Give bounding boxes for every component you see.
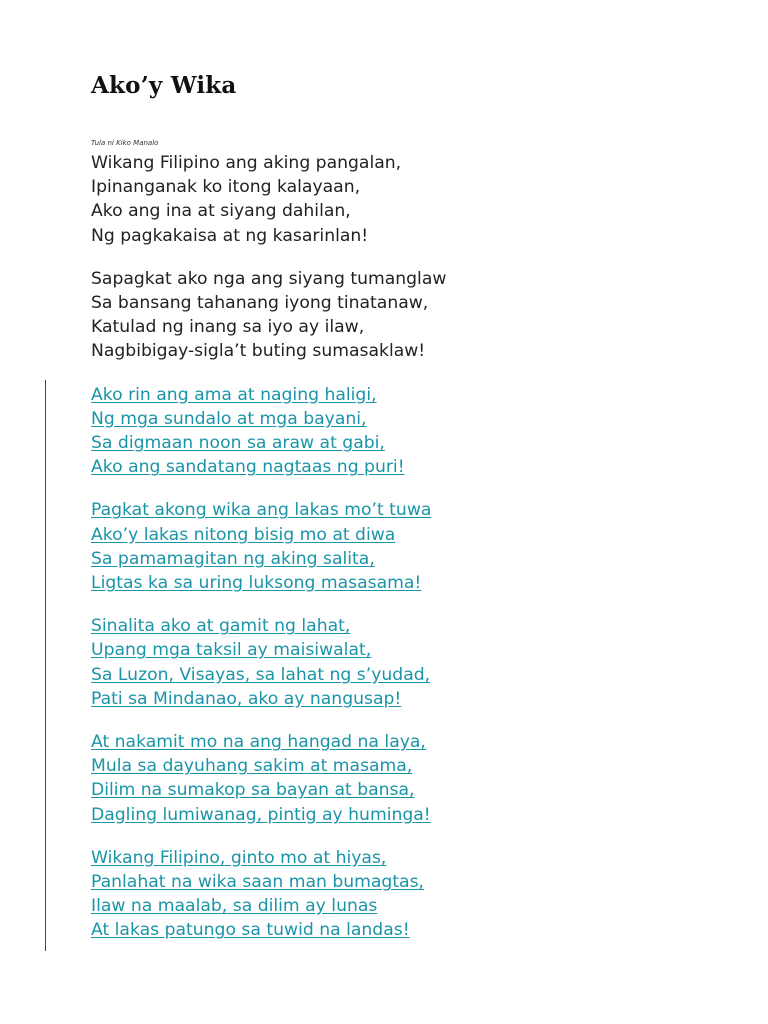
poem-line-link[interactable]: Panlahat na wika saan man bumagtas, xyxy=(91,872,425,893)
poem-line-link[interactable]: Ako’y lakas nitong bisig mo at diwa xyxy=(91,524,396,545)
poem-line-link[interactable]: Ng mga sundalo at mga bayani, xyxy=(91,408,367,429)
poem-line-link[interactable]: At lakas patungo sa tuwid na landas! xyxy=(91,920,410,941)
poem-line: Nagbibigay-sigla’t buting sumasaklaw! xyxy=(91,341,426,362)
poem-line-link[interactable]: Ilaw na maalab, sa dilim ay lunas xyxy=(91,896,378,917)
poem-byline: Tula ni Kiko Manalo xyxy=(91,139,159,147)
poem-line-link[interactable]: Ako ang sandatang nagtaas ng puri! xyxy=(91,457,405,478)
poem-line-link[interactable]: At nakamit mo na ang hangad na laya, xyxy=(91,732,426,753)
poem-line-link[interactable]: Dagling lumiwanag, pintig ay huminga! xyxy=(91,804,431,825)
poem-line-link[interactable]: Pati sa Mindanao, ako ay nangusap! xyxy=(91,688,402,709)
poem-line: Sapagkat ako nga ang siyang tumanglaw xyxy=(91,268,447,289)
stanza-4 xyxy=(91,498,731,595)
poem-line-link[interactable]: Ako rin ang ama at naging haligi, xyxy=(91,384,377,405)
poem-body xyxy=(91,151,731,962)
poem-line-link[interactable]: Mula sa dayuhang sakim at masama, xyxy=(91,756,413,777)
poem-line: Katulad ng inang sa iyo ay ilaw, xyxy=(91,317,365,338)
stanza-7 xyxy=(91,846,731,943)
poem-line-link[interactable]: Dilim na sumakop sa bayan at bansa, xyxy=(91,780,415,801)
stanza-6 xyxy=(91,730,731,827)
poem-line-link[interactable]: Sinalita ako at gamit ng lahat, xyxy=(91,616,351,637)
stanza-5 xyxy=(91,614,731,711)
margin-change-bar xyxy=(45,380,46,951)
poem-line-link[interactable]: Ligtas ka sa uring luksong masasama! xyxy=(91,573,422,594)
poem-line-link[interactable]: Sa digmaan noon sa araw at gabi, xyxy=(91,433,385,454)
poem-line-link[interactable]: Sa Luzon, Visayas, sa lahat ng s’yudad, xyxy=(91,664,431,685)
poem-line: Sa bansang tahanang iyong tinatanaw, xyxy=(91,293,429,314)
stanza-2 xyxy=(91,267,731,364)
poem-line: Ng pagkakaisa at ng kasarinlan! xyxy=(91,225,369,246)
poem-line: Ipinanganak ko itong kalayaan, xyxy=(91,177,361,198)
poem-line-link[interactable]: Wikang Filipino, ginto mo at hiyas, xyxy=(91,847,387,868)
poem-line-link[interactable]: Upang mga taksil ay maisiwalat, xyxy=(91,640,372,661)
poem-line-link[interactable]: Sa pamamagitan ng aking salita, xyxy=(91,548,375,569)
poem-line: Ako ang ina at siyang dahilan, xyxy=(91,201,351,222)
stanza-3 xyxy=(91,383,731,480)
poem-line-link[interactable]: Pagkat akong wika ang lakas mo’t tuwa xyxy=(91,500,432,521)
stanza-1 xyxy=(91,151,731,248)
poem-line: Wikang Filipino ang aking pangalan, xyxy=(91,153,402,173)
poem-title: Ako’y Wika xyxy=(91,72,237,99)
